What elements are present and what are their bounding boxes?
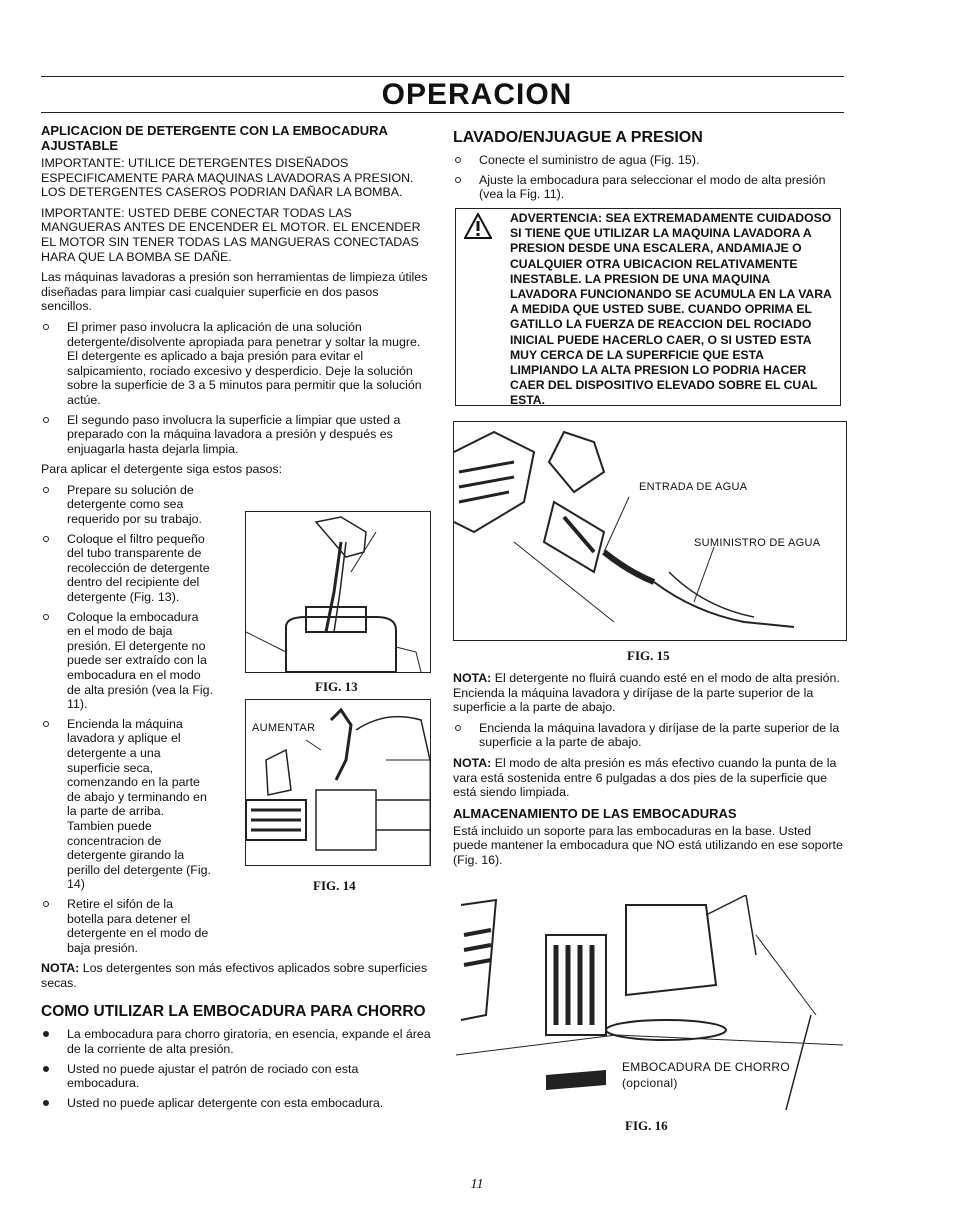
rinse-heading: LAVADO/ENJUAGUE A PRESION — [453, 129, 703, 146]
list-item: Usted no puede ajustar el patrón de rociado con esta embocadura. — [41, 1062, 431, 1091]
warning-text: ADVERTENCIA: SEA EXTREMADAMENTE CUIDADOSO SI TIENE QUE UTILIZAR LA MAQUINA LAVADORA A PRESION DESDE UNA ESCALERA, ANDAMIAJE O CUALQUIER OTRA UBICACION RELATIVAMENTE INESTABLE. LA PRESION DE UNA MAQUINA LAVADORA FUNCIONANDO SE ACUMULA EN LA VARA A MEDIDA QUE USTED SUBE. CUANDO OPRIMA EL GATILLO LA FUERZA DE REACCION DEL ROCIADO INICIAL PUEDE HACERLO CAER, O SI USTED ESTA MUY CERCA DE LA SUPERFICIE QUE ESTA LIMPIANDO LA ALTA PRESION LO PODRIA HACER CAER DEL DISPOSITIVO ELEVADO SOBRE EL CUAL ESTA. — [510, 211, 832, 408]
note-high-pressure — [453, 671, 847, 715]
optional-label: (opcional) — [622, 1076, 678, 1090]
list-item: El primer paso involucra la aplicación de una solución detergente/disolvente apropiada para penetrar y soltar la mugre. El detergente es aplicado a baja presión para evitar el salpicamiento, rociado excesivo y desperdicio. Deje la solución sobre la superficie de 3 a 5 minutos para permitir que la solución actúe. — [41, 320, 431, 408]
warning-triangle-icon — [464, 213, 492, 239]
figure-13 — [245, 511, 431, 673]
note-text: El modo de alta presión es más efectivo cuando la punta de la vara está sostenida entre 6 pulgadas a dos pies de la superficie que está siendo limpiada. — [453, 755, 837, 800]
list-item: Coloque la embocadura en el modo de baja presión. El detergente no puede ser extraído con la embocadura en el modo de alta presión (vea la Fig. 11). — [41, 610, 213, 712]
note-text: El detergente no fluirá cuando esté en el modo de alta presión. Encienda la máquina lavadora y diríjase de la parte superior de la superficie a la parte de abajo. — [453, 671, 840, 715]
figure-16 — [456, 895, 843, 1110]
fig-15-caption: FIG. 15 — [627, 648, 670, 663]
list-item: Coloque el filtro pequeño del tubo transparente de recolección de detergente dentro del recipiente del detergente (Fig. 13). — [41, 532, 213, 605]
fig-14-caption: FIG. 14 — [313, 878, 356, 893]
list-item: Retire el sifón de la botella para detener el detergente en el modo de baja presión. — [41, 897, 213, 955]
page-number: 11 — [470, 1177, 484, 1192]
steps-list — [41, 320, 431, 456]
note-distance — [453, 756, 847, 800]
note-detergent — [41, 961, 431, 990]
list-item: Conecte el suministro de agua (Fig. 15). — [453, 153, 845, 168]
water-inlet-label: ENTRADA DE AGUA — [639, 481, 748, 493]
storage-heading: ALMACENAMIENTO DE LAS EMBOCADURAS — [453, 805, 737, 821]
warning-box — [455, 208, 841, 406]
note-text: Los detergentes son más efectivos aplicados sobre superficies secas. — [41, 961, 428, 990]
jet-list — [41, 1027, 431, 1110]
important-2: IMPORTANTE: USTED DEBE CONECTAR TODAS LAS MANGUERAS ANTES DE ENCENDER EL MOTOR. EL ENCENDER EL MOTOR SIN TENER TODAS LAS MANGUERAS CONECTADAS HARA QUE LA BOMBA SE DAÑE. — [41, 205, 421, 264]
apply-intro: Para aplicar el detergente siga estos pasos: — [41, 462, 283, 477]
note-label: NOTA: — [453, 755, 492, 770]
right-column — [453, 128, 845, 208]
detergent-heading: APLICACION DE DETERGENTE CON LA EMBOCADURA AJUSTABLE — [41, 123, 388, 153]
list-item: La embocadura para chorro giratoria, en esencia, expande el área de la corriente de alta presión. — [41, 1027, 431, 1056]
list-item: El segundo paso involucra la superficie a limpiar que usted a preparado con la máquina lavadora a presión y después es enjuagarla hasta dejarla limpia. — [41, 413, 431, 457]
note-label: NOTA: — [453, 671, 492, 685]
list-item: Ajuste la embocadura para seleccionar el modo de alta presión (vea la Fig. 11). — [453, 173, 845, 202]
water-inlet-illustration — [454, 422, 846, 640]
note-label: NOTA: — [41, 961, 80, 976]
high-pressure-list — [453, 721, 847, 750]
figure-15 — [453, 421, 847, 641]
figure-14 — [245, 699, 431, 866]
list-item: Encienda la máquina lavadora y diríjase de la parte superior de la superficie a la parte de abajo. — [453, 721, 847, 750]
increase-label: AUMENTAR — [252, 722, 316, 734]
jet-nozzle-heading: COMO UTILIZAR LA EMBOCADURA PARA CHORRO — [41, 1003, 426, 1021]
right-column-lower — [453, 671, 847, 874]
fig-13-caption: FIG. 13 — [315, 679, 358, 694]
jet-nozzle-label: EMBOCADURA DE CHORRO — [622, 1060, 791, 1074]
important-1: IMPORTANTE: UTILICE DETERGENTES DISEÑADOS ESPECIFICAMENTE PARA MAQUINAS LAVADORAS A PRESION. LOS DETERGENTES CASEROS PODRIAN DAÑAR LA BOMBA. — [41, 156, 414, 200]
list-item: Usted no puede aplicar detergente con esta embocadura. — [41, 1096, 431, 1111]
detergent-bottle-illustration — [246, 512, 430, 672]
page-title: OPERACION — [381, 78, 573, 111]
top-rule — [41, 76, 844, 77]
list-item: Encienda la máquina lavadora y aplique el detergente a una superficie seca, comenzando en la parte de abajo y terminando en la parte de arriba. Tambien puede concentracion de detergente girando la perillo del detergente (Fig. 14) — [41, 717, 213, 892]
title-rule — [41, 112, 844, 113]
apply-steps — [41, 483, 213, 955]
intro-paragraph: Las máquinas lavadoras a presión son herramientas de limpieza útiles diseñadas para limpiar casi cualquier superficie en dos pasos sencillos. — [41, 270, 428, 314]
rinse-list — [453, 153, 845, 202]
storage-paragraph: Está incluido un soporte para las embocaduras en la base. Usted puede mantener la embocadura que NO está utilizando en ese soporte (Fig. 16). — [453, 823, 843, 867]
list-item: Prepare su solución de detergente como sea requerido por su trabajo. — [41, 483, 213, 527]
water-supply-label: SUMINISTRO DE AGUA — [694, 537, 821, 549]
fig-16-caption: FIG. 16 — [625, 1118, 668, 1133]
